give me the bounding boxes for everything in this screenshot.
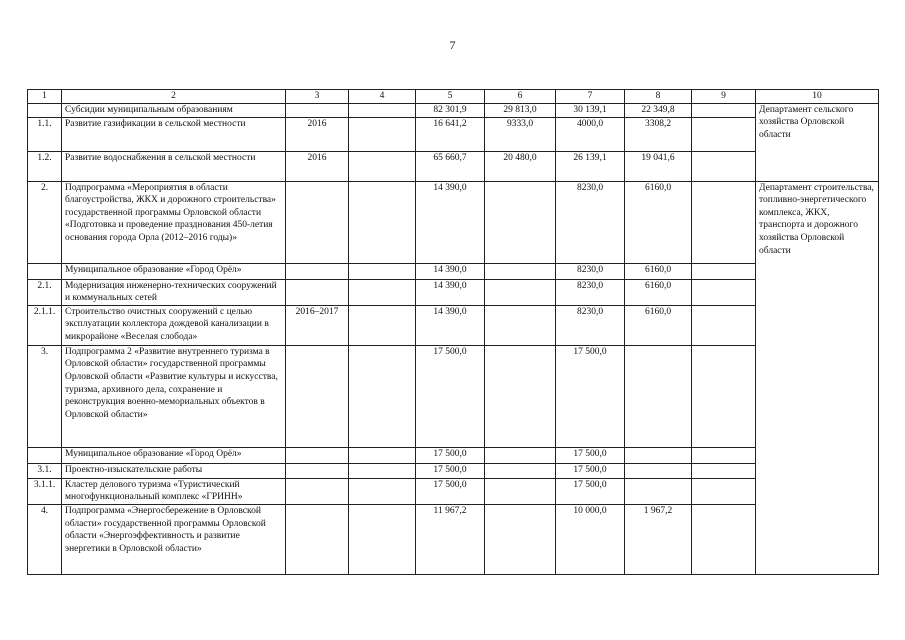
col9-cell	[692, 279, 756, 305]
col5-value-cell: 14 390,0	[416, 181, 485, 263]
col8-value-cell: 6160,0	[625, 305, 692, 345]
data-table	[27, 89, 879, 575]
table-row	[28, 345, 879, 447]
table-row	[28, 263, 879, 279]
table-row	[28, 151, 879, 181]
col6-value-cell: 20 480,0	[485, 151, 556, 181]
col9-cell	[692, 447, 756, 463]
col6-value-cell: 29 813,0	[485, 103, 556, 117]
col6-value-cell	[485, 263, 556, 279]
col4-cell	[349, 305, 416, 345]
col8-value-cell: 19 041,6	[625, 151, 692, 181]
col9-cell	[692, 151, 756, 181]
year-cell	[286, 463, 349, 478]
col5-value-cell: 14 390,0	[416, 305, 485, 345]
row-number-cell	[28, 263, 62, 279]
col7-value-cell: 8230,0	[556, 305, 625, 345]
col4-cell	[349, 447, 416, 463]
col4-cell	[349, 117, 416, 151]
row-name-cell: Проектно-изыскательские работы	[62, 463, 286, 478]
col8-value-cell: 6160,0	[625, 181, 692, 263]
col8-value-cell: 3308,2	[625, 117, 692, 151]
table-row	[28, 305, 879, 345]
col8-value-cell	[625, 478, 692, 504]
responsible-dept-construction-cell: Департамент строительства, топливно-энергетического комплекса, ЖКХ, транспорта и дорожного хозяйства Орловской области	[756, 181, 879, 574]
column-header: 2	[62, 90, 286, 104]
row-number-cell	[28, 103, 62, 117]
row-name-cell: Модернизация инженерно-технических сооружений и коммунальных сетей	[62, 279, 286, 305]
table-row	[28, 279, 879, 305]
header-row	[28, 90, 879, 104]
col5-value-cell: 65 660,7	[416, 151, 485, 181]
col6-value-cell: 9333,0	[485, 117, 556, 151]
column-header: 8	[625, 90, 692, 104]
row-name-cell: Строительство очистных сооружений с целью эксплуатации коллектора дождевой канализации в микрорайоне «Веселая слобода»	[62, 305, 286, 345]
col8-value-cell	[625, 447, 692, 463]
col5-value-cell: 11 967,2	[416, 504, 485, 574]
row-name-cell: Субсидии муниципальным образованиям	[62, 103, 286, 117]
col7-value-cell: 26 139,1	[556, 151, 625, 181]
year-cell	[286, 181, 349, 263]
col6-value-cell	[485, 478, 556, 504]
col6-value-cell	[485, 447, 556, 463]
col8-value-cell	[625, 345, 692, 447]
row-name-cell: Развитие газификации в сельской местности	[62, 117, 286, 151]
col7-value-cell: 17 500,0	[556, 447, 625, 463]
col7-value-cell: 30 139,1	[556, 103, 625, 117]
year-cell	[286, 478, 349, 504]
column-header: 1	[28, 90, 62, 104]
row-number-cell: 2.1.1.	[28, 305, 62, 345]
row-number-cell: 4.	[28, 504, 62, 574]
col9-cell	[692, 103, 756, 117]
responsible-dept-agri-cell: Департамент сельского хозяйства Орловской области	[756, 103, 879, 181]
col4-cell	[349, 263, 416, 279]
col9-cell	[692, 263, 756, 279]
table-row	[28, 181, 879, 263]
year-cell: 2016–2017	[286, 305, 349, 345]
row-name-cell: Подпрограмма «Мероприятия в области благоустройства, ЖКХ и дорожного строительства» государственной программы Орловской области «Подготовка и проведение празднования 450-летия основания города Орла (2012–2016 годы)»	[62, 181, 286, 263]
col4-cell	[349, 463, 416, 478]
year-cell	[286, 263, 349, 279]
col5-value-cell: 14 390,0	[416, 263, 485, 279]
column-header: 7	[556, 90, 625, 104]
col7-value-cell: 10 000,0	[556, 504, 625, 574]
col6-value-cell	[485, 463, 556, 478]
col5-value-cell: 17 500,0	[416, 447, 485, 463]
row-name-cell: Муниципальное образование «Город Орёл»	[62, 447, 286, 463]
row-name-cell: Подпрограмма 2 «Развитие внутреннего туризма в Орловской области» государственной программы Орловской области «Развитие культуры и искусства, туризма, архивного дела, сохранение и реконструкция военно-мемориальных объектов в Орловской области»	[62, 345, 286, 447]
col8-value-cell: 6160,0	[625, 279, 692, 305]
col8-value-cell: 22 349,8	[625, 103, 692, 117]
column-header: 10	[756, 90, 879, 104]
col7-value-cell: 4000,0	[556, 117, 625, 151]
col8-value-cell	[625, 463, 692, 478]
col4-cell	[349, 345, 416, 447]
col9-cell	[692, 181, 756, 263]
col6-value-cell	[485, 181, 556, 263]
col9-cell	[692, 463, 756, 478]
table-row	[28, 504, 879, 574]
col5-value-cell: 16 641,2	[416, 117, 485, 151]
year-cell: 2016	[286, 151, 349, 181]
col7-value-cell: 17 500,0	[556, 478, 625, 504]
page-number: 7	[449, 38, 456, 52]
table-row	[28, 117, 879, 151]
row-name-cell: Муниципальное образование «Город Орёл»	[62, 263, 286, 279]
col4-cell	[349, 478, 416, 504]
col7-value-cell: 8230,0	[556, 279, 625, 305]
col5-value-cell: 17 500,0	[416, 345, 485, 447]
col6-value-cell	[485, 504, 556, 574]
row-number-cell: 1.1.	[28, 117, 62, 151]
row-number-cell: 3.1.	[28, 463, 62, 478]
col7-value-cell: 8230,0	[556, 181, 625, 263]
col9-cell	[692, 117, 756, 151]
year-cell	[286, 103, 349, 117]
row-number-cell: 3.1.1.	[28, 478, 62, 504]
col7-value-cell: 8230,0	[556, 263, 625, 279]
col4-cell	[349, 103, 416, 117]
year-cell	[286, 345, 349, 447]
row-number-cell: 2.	[28, 181, 62, 263]
column-header: 5	[416, 90, 485, 104]
table-row	[28, 478, 879, 504]
col4-cell	[349, 181, 416, 263]
row-name-cell: Развитие водоснабжения в сельской местности	[62, 151, 286, 181]
col4-cell	[349, 504, 416, 574]
col5-value-cell: 17 500,0	[416, 478, 485, 504]
row-name-cell: Подпрограмма «Энергосбережение в Орловской области» государственной программы Орловской области «Энергоэффективность и развитие энергетики в Орловской области»	[62, 504, 286, 574]
col7-value-cell: 17 500,0	[556, 463, 625, 478]
column-header: 4	[349, 90, 416, 104]
col4-cell	[349, 279, 416, 305]
col5-value-cell: 14 390,0	[416, 279, 485, 305]
col9-cell	[692, 504, 756, 574]
year-cell: 2016	[286, 117, 349, 151]
column-header: 6	[485, 90, 556, 104]
table-row	[28, 447, 879, 463]
column-header: 3	[286, 90, 349, 104]
col7-value-cell: 17 500,0	[556, 345, 625, 447]
col5-value-cell: 82 301,9	[416, 103, 485, 117]
row-number-cell: 1.2.	[28, 151, 62, 181]
col4-cell	[349, 151, 416, 181]
row-number-cell	[28, 447, 62, 463]
col9-cell	[692, 478, 756, 504]
col9-cell	[692, 345, 756, 447]
row-name-cell: Кластер делового туризма «Туристический многофункциональный комплекс «ГРИНН»	[62, 478, 286, 504]
row-number-cell: 2.1.	[28, 279, 62, 305]
table-row	[28, 103, 879, 117]
col6-value-cell	[485, 345, 556, 447]
col6-value-cell	[485, 279, 556, 305]
col9-cell	[692, 305, 756, 345]
table-row	[28, 463, 879, 478]
year-cell	[286, 504, 349, 574]
column-header: 9	[692, 90, 756, 104]
col6-value-cell	[485, 305, 556, 345]
row-number-cell: 3.	[28, 345, 62, 447]
year-cell	[286, 279, 349, 305]
col8-value-cell: 1 967,2	[625, 504, 692, 574]
col8-value-cell: 6160,0	[625, 263, 692, 279]
col5-value-cell: 17 500,0	[416, 463, 485, 478]
year-cell	[286, 447, 349, 463]
